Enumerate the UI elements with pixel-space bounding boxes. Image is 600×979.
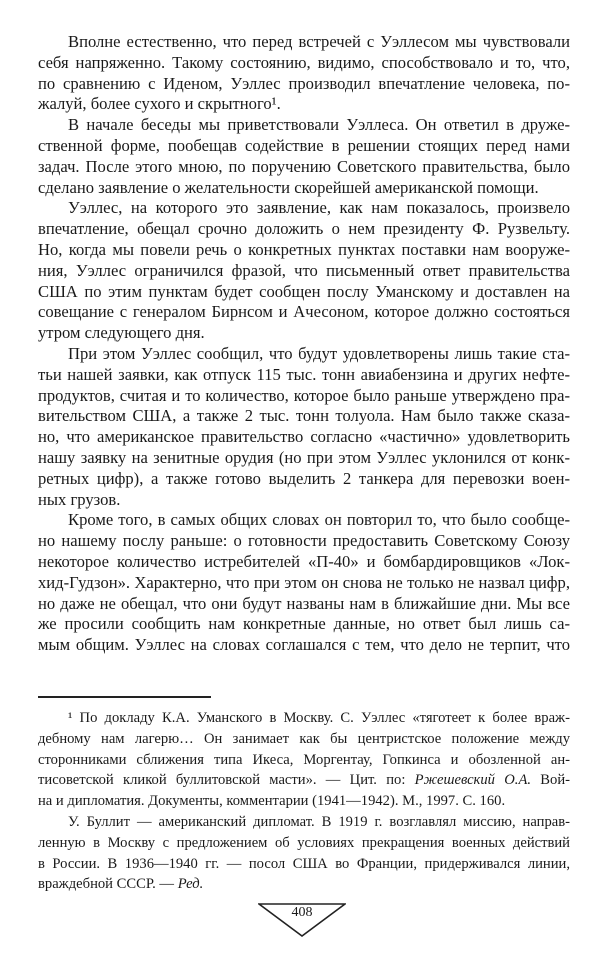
footnote-line: на и дипломатия. Документы, комментарии (1941—1942). М., 1997. С. 160. <box>38 793 506 810</box>
paragraph-line: продуктов, считая и то количество, которое было раньше утверждено пра- <box>38 385 570 405</box>
paragraph-line: тьи нашей заявки, как отпуск 115 тыс. тонн авиабензина и других нефте- <box>38 364 570 384</box>
paragraph-line: вительством США, а также 2 тыс. тонн толуола. Нам было также сказа- <box>38 406 570 426</box>
footnote-line: сторонниками сближения типа Икеса, Моргентау, Гопкинса и обозленной ан- <box>38 751 570 768</box>
footnotes <box>38 708 570 895</box>
paragraph-line: Уэллес, на которого это заявление, как нам показалось, произвело <box>68 198 570 218</box>
paragraph-line: но нашему послу раньше: о готовности предоставить Советскому Союзу <box>38 531 570 551</box>
paragraph-line: некоторое количество истребителей «П-40» и бомбардировщиков «Лок- <box>38 551 570 571</box>
paragraph-line: При этом Уэллес сообщил, что будут удовлетворены лишь такие ста- <box>68 343 570 363</box>
footnote-line: У. Буллит — американский дипломат. В 1919 г. возглавлял миссию, направ- <box>68 813 570 830</box>
page-number-marker <box>258 903 346 937</box>
paragraph-line: задач. После этого мною, по поручению Советского правительства, было <box>38 156 570 176</box>
footnote-line: дебному нам лагерю… Он занимает как бы центристское положение между <box>38 730 570 747</box>
paragraph-line: себя напряженно. Такому состоянию, видимо, способствовало и то, что, <box>38 52 570 72</box>
text-segment: враждебной СССР. — <box>38 876 178 893</box>
main-text <box>38 32 570 656</box>
text-segment: Вой- <box>531 772 570 789</box>
italic-text: Ржешевский О.А. <box>414 772 532 789</box>
paragraph-line: впечатление, обещал срочно доложить о нем президенту Ф. Рузвельту. <box>38 219 570 239</box>
paragraph-line: нашу заявку на зенитные орудия (но при этом Уэллес уклонился от конк- <box>38 447 570 467</box>
text-segment: тисоветской кликой буллитовской масти». — Цит. по: <box>38 772 415 789</box>
footnote-line <box>38 770 570 791</box>
paragraph-line: В начале беседы мы приветствовали Уэллеса. Он ответил в друже- <box>68 115 570 135</box>
paragraph-line: Кроме того, в самых общих словах он повторил то, что было сообще- <box>68 510 570 530</box>
paragraph-line: мым общим. Уэллес на словах соглашался с тем, что дело не терпит, что <box>38 635 570 655</box>
paragraph-line: ных грузов. <box>38 489 121 509</box>
italic-text: Ред. <box>177 876 204 893</box>
footnote-line <box>38 874 570 895</box>
page-number: 408 <box>291 905 313 920</box>
footnote-line: ленную в Москву с предложением об условиях прекращения военных действий <box>38 834 570 851</box>
paragraph-line: совещание с генералом Бирнсом и Ачесоном, которое должно состояться <box>38 302 570 322</box>
paragraph-line: но даже не обещал, что они будут названы нам в ближайшие дни. Мы все <box>38 593 570 613</box>
paragraph-line: ретных цифр), а также готово выделить 2 танкера для перевозки воен- <box>38 468 570 488</box>
footnote-divider <box>38 696 211 698</box>
paragraph-line: ния, Уэллес ограничился фразой, что письменный ответ правительства <box>38 260 570 280</box>
footnote-line: ¹ По докладу К.А. Уманского в Москву. С. Уэллес «тяготеет к более враж- <box>68 710 570 726</box>
footnote-line: в России. В 1936—1940 гг. — посол США во Франции, придерживался линии, <box>38 855 570 872</box>
paragraph-line: но, что американское правительство согласно «частично» удовлетворить <box>38 427 570 447</box>
paragraph-line: по сравнению с Иденом, Уэллес производил впечатление человека, по- <box>38 73 570 93</box>
paragraph-line: жалуй, более сухого и скрытного¹. <box>38 94 281 114</box>
paragraph-line: утром следующего дня. <box>38 323 205 343</box>
paragraph-line: Но, когда мы повели речь о конкретных пунктах поставки нам вооруже- <box>38 239 570 259</box>
paragraph-line: ственной форме, пообещав содействие в решении стоящих перед нами <box>38 135 570 155</box>
paragraph-line: Вполне естественно, что перед встречей с Уэллесом мы чувствовали <box>68 32 570 51</box>
paragraph-line: же просили сообщить нам конкретные данные, но ответ был лишь са- <box>38 614 570 634</box>
paragraph-line: сделано заявление о желательности скорейшей американской помощи. <box>38 177 539 197</box>
paragraph-line: хид-Гудзон». Характерно, что при этом он снова не только не назвал цифр, <box>38 572 570 592</box>
paragraph-line: США по этим пунктам будет сообщен послу Уманскому и доставлен на <box>38 281 570 301</box>
